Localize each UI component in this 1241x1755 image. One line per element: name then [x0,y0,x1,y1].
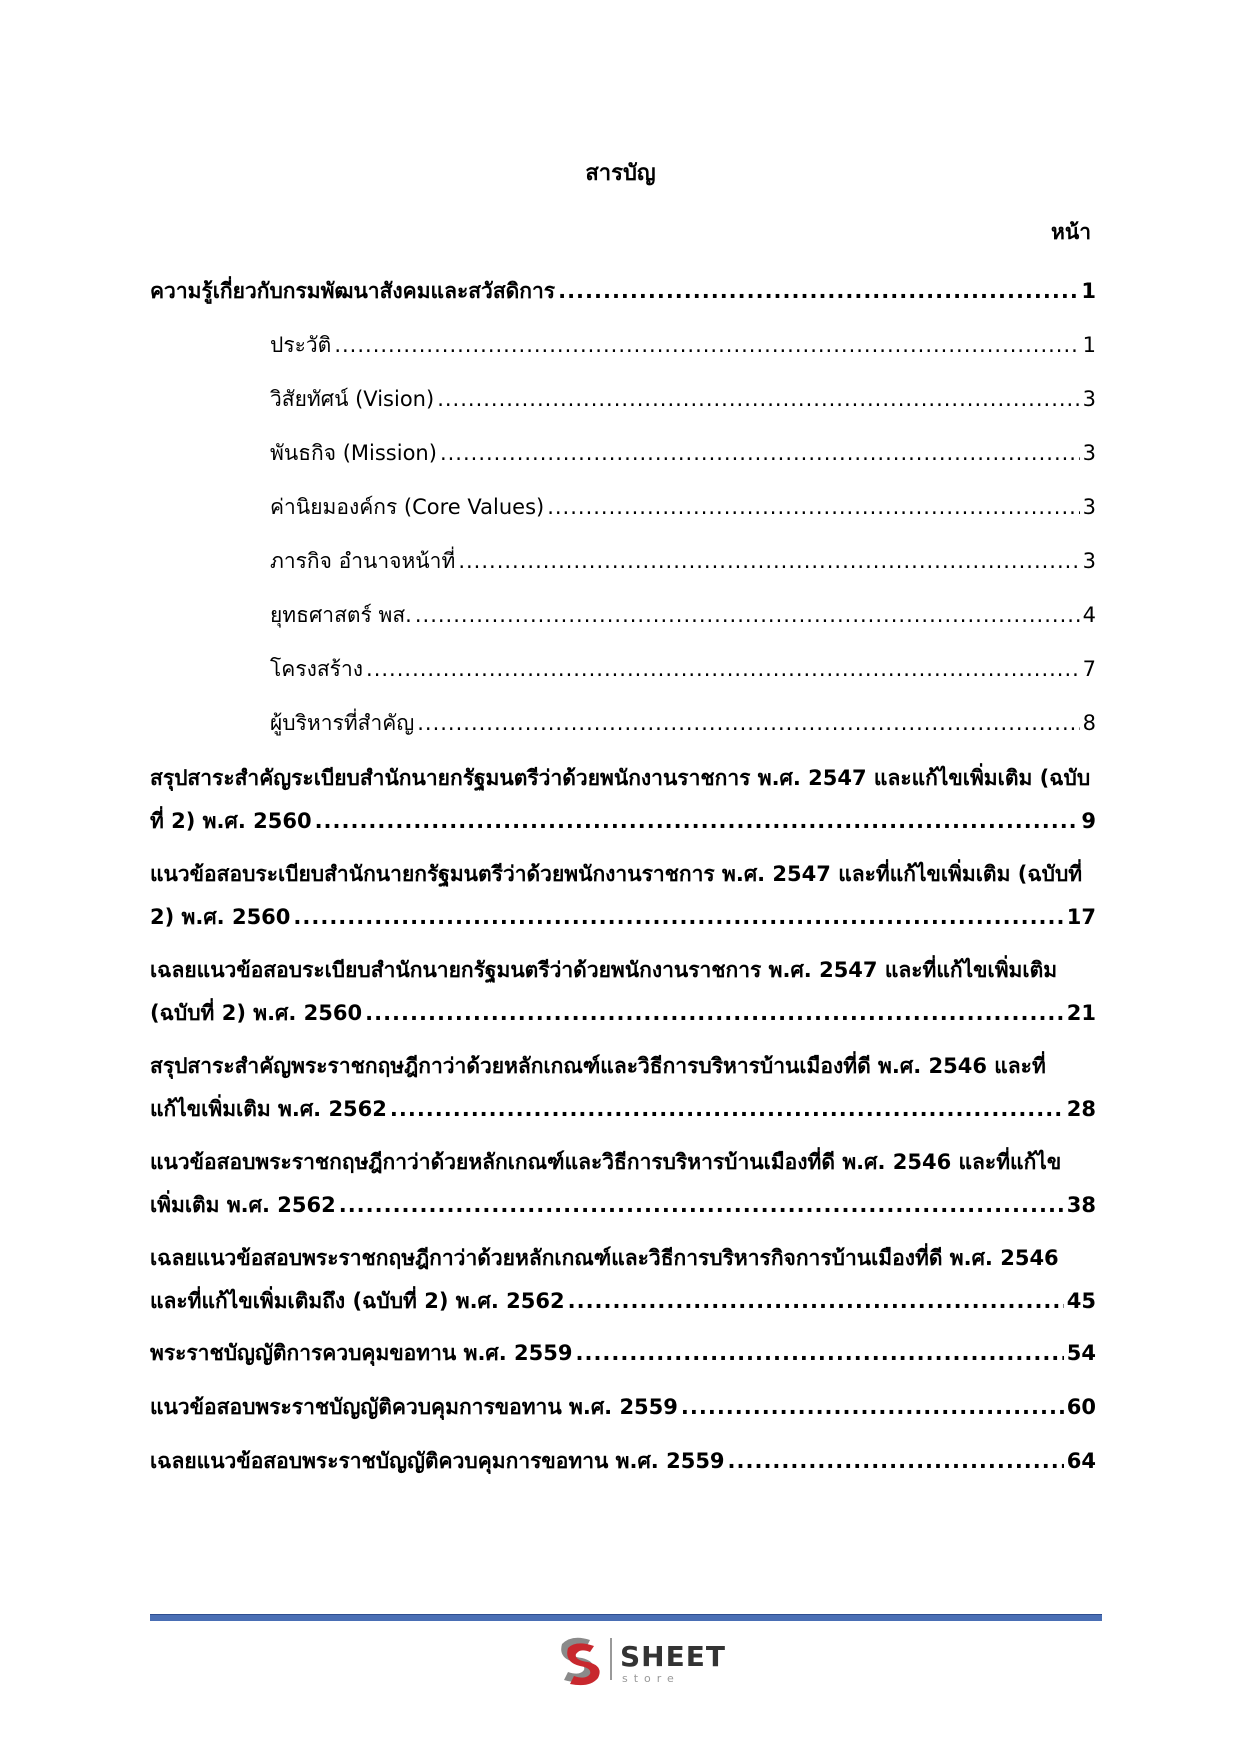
toc-entry-title: เพิ่มเติม พ.ศ. 2562 [150,1193,336,1217]
toc-entry-title: เฉลยแนวข้อสอบพระราชกฤษฎีกาว่าด้วยหลักเกณฑ์และวิธีการบริหารกิจการบ้านเมืองที่ดี พ.ศ. 2546 [150,1246,1059,1270]
toc-entry-page: 7 [1082,657,1096,681]
toc-entry [150,1332,1096,1374]
dot-leader [575,1332,1063,1374]
toc-entry-page: 3 [1082,549,1096,573]
toc-entry-page: 3 [1082,387,1096,411]
toc-entry-title: ผู้บริหารที่สำคัญ [270,711,415,735]
dot-leader [365,992,1064,1034]
toc-entry-title: พันธกิจ (Mission) [270,441,437,465]
toc-entry-title: เฉลยแนวข้อสอบระเบียบสำนักนายกรัฐมนตรีว่าด้วยพนักงานราชการ พ.ศ. 2547 และที่แก้ไขเพิ่มเติม [150,958,1058,982]
toc-entry-title: แนวข้อสอบพระราชกฤษฎีกาว่าด้วยหลักเกณฑ์และวิธีการบริหารบ้านเมืองที่ดี พ.ศ. 2546 และที่แก้ไข [150,1150,1062,1174]
toc-entry [150,1044,1096,1130]
toc-entry [150,486,1096,528]
toc-entry [150,324,1096,366]
dot-leader [417,702,1079,744]
toc-entry-page: 54 [1066,1341,1096,1365]
toc-entry-page: 3 [1082,441,1096,465]
toc-entry [150,1386,1096,1428]
table-of-contents [150,270,1096,1494]
toc-entry [150,540,1096,582]
dot-leader [293,896,1063,938]
toc-entry-page: 1 [1081,279,1096,303]
toc-entry [150,432,1096,474]
dot-leader [728,1440,1064,1482]
toc-entry [150,594,1096,636]
dot-leader [334,324,1079,366]
toc-entry [150,378,1096,420]
toc-entry-title: เฉลยแนวข้อสอบพระราชบัญญัติควบคุมการขอทาน พ.ศ. 2559 [150,1449,725,1473]
toc-entry-title: ค่านิยมองค์กร (Core Values) [270,495,545,519]
toc-entry-title: และที่แก้ไขเพิ่มเติมถึง (ฉบับที่ 2) พ.ศ. 2562 [150,1289,565,1313]
toc-entry [150,270,1096,312]
dot-leader [558,270,1078,312]
page-title: สารบัญ [585,161,656,186]
toc-entry-page: 1 [1082,333,1096,357]
dot-leader [458,540,1079,582]
logo-text: SHEET [620,1640,726,1673]
toc-entry-page: 9 [1081,809,1096,833]
toc-entry-page: 21 [1066,1001,1096,1025]
toc-entry-page: 64 [1066,1449,1096,1473]
dot-leader [390,1088,1064,1130]
dot-leader [366,648,1080,690]
dot-leader [568,1280,1064,1322]
toc-entry-title: สรุปสาระสำคัญระเบียบสำนักนายกรัฐมนตรีว่าด้วยพนักงานราชการ พ.ศ. 2547 และแก้ไขเพิ่มเติม (ฉบับ [150,766,1091,790]
toc-entry-title: แก้ไขเพิ่มเติม พ.ศ. 2562 [150,1097,387,1121]
toc-entry-title: ที่ 2) พ.ศ. 2560 [150,809,312,833]
toc-entry [150,648,1096,690]
toc-entry [150,756,1096,842]
logo-subtext: store [622,1672,680,1685]
dot-leader [339,1184,1064,1226]
dot-leader [440,432,1080,474]
dot-leader [415,594,1080,636]
toc-entry-title: โครงสร้าง [270,657,364,681]
toc-entry-title: (ฉบับที่ 2) พ.ศ. 2560 [150,1001,363,1025]
toc-entry-page: 8 [1082,711,1096,735]
toc-entry-title: แนวข้อสอบพระราชบัญญัติควบคุมการขอทาน พ.ศ. 2559 [150,1395,678,1419]
toc-entry-title: ยุทธศาสตร์ พส. [270,603,412,627]
toc-entry-title: วิสัยทัศน์ (Vision) [270,387,435,411]
dot-leader [547,486,1079,528]
toc-entry-page: 17 [1066,905,1096,929]
dot-leader [437,378,1079,420]
toc-entry-page: 60 [1066,1395,1096,1419]
toc-entry [150,852,1096,938]
toc-entry-page: 45 [1066,1289,1096,1313]
toc-entry-page: 38 [1066,1193,1096,1217]
toc-entry [150,1440,1096,1482]
toc-entry-title: สรุปสาระสำคัญพระราชกฤษฎีกาว่าด้วยหลักเกณฑ์และวิธีการบริหารบ้านเมืองที่ดี พ.ศ. 2546 และที่ [150,1054,1046,1078]
dot-leader [315,800,1079,842]
toc-entry-title: ความรู้เกี่ยวกับกรมพัฒนาสังคมและสวัสดิการ [150,279,556,303]
toc-entry [150,948,1096,1034]
page-column-label: หน้า [1051,220,1091,244]
toc-entry-page: 3 [1082,495,1096,519]
dot-leader [681,1386,1064,1428]
toc-entry-title: พระราชบัญญัติการควบคุมขอทาน พ.ศ. 2559 [150,1341,573,1365]
footer-divider [150,1614,1102,1621]
toc-entry-title: ประวัติ [270,333,332,357]
toc-entry [150,1140,1096,1226]
toc-entry [150,1236,1096,1322]
toc-entry-title: ภารกิจ อำนาจหน้าที่ [270,549,456,573]
toc-entry [150,702,1096,744]
toc-entry-page: 28 [1066,1097,1096,1121]
toc-entry-title: แนวข้อสอบระเบียบสำนักนายกรัฐมนตรีว่าด้วยพนักงานราชการ พ.ศ. 2547 และที่แก้ไขเพิ่มเติม (ฉบับที่ [150,862,1083,886]
toc-entry-page: 4 [1082,603,1096,627]
toc-entry-title: 2) พ.ศ. 2560 [150,905,291,929]
